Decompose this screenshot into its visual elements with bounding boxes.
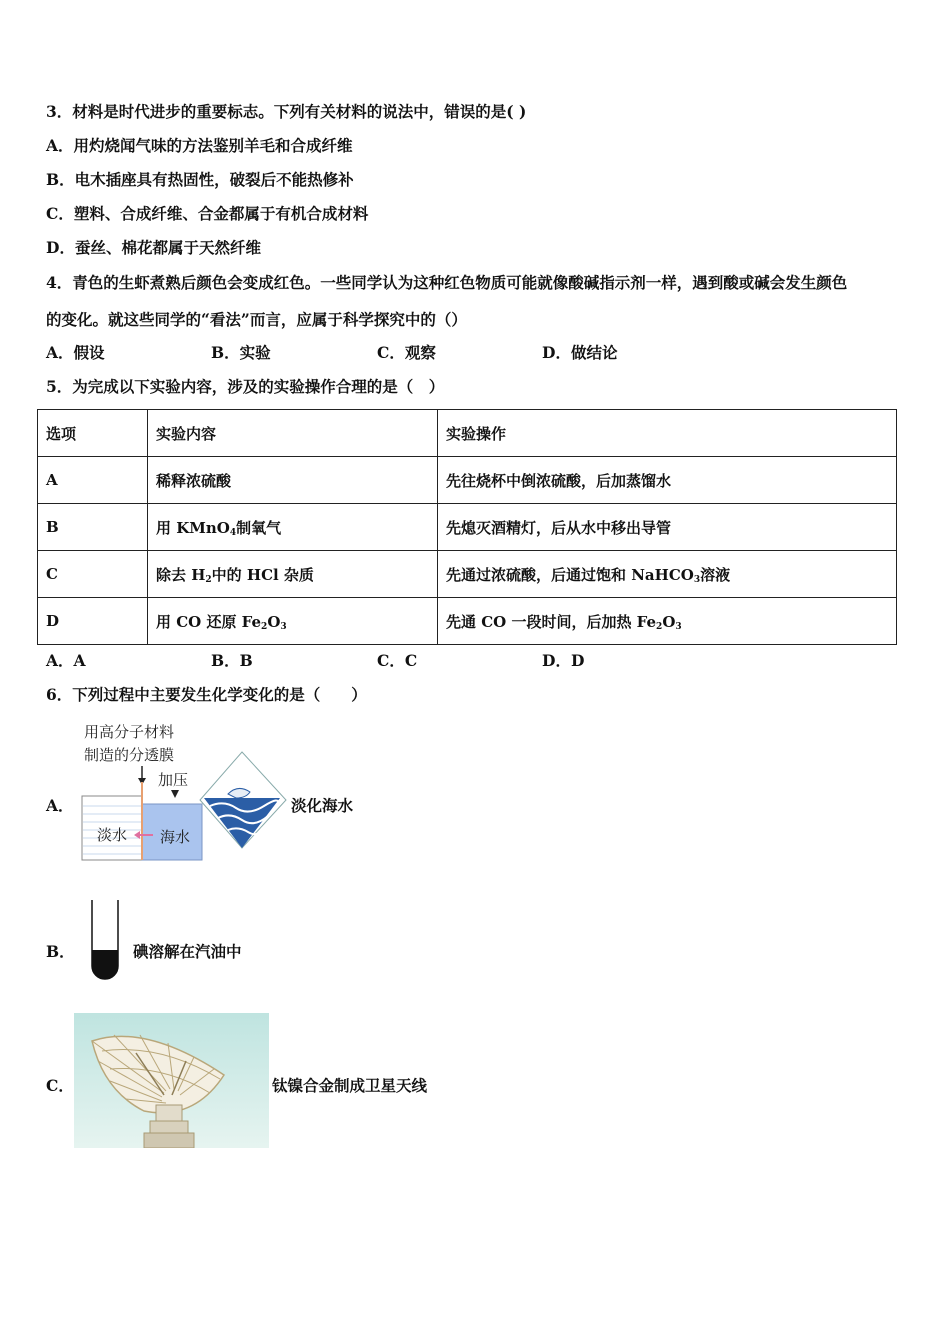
q4-option-a: A．假设 (46, 343, 105, 362)
row-option: D (38, 598, 148, 645)
table-row (38, 457, 897, 504)
test-tube-icon (88, 898, 122, 984)
q5-option-c: C．C (377, 651, 418, 670)
q6-a-caption: 淡化海水 (291, 796, 354, 815)
table-row (38, 598, 897, 645)
row-option: C (38, 551, 148, 598)
q4-stem-line1: 4．青色的生虾煮熟后颜色会变成红色。一些同学认为这种红色物质可能就像酸碱指示剂一样，遇到酸或碱会发生颜色 (46, 273, 848, 292)
q3-stem: 3．材料是时代进步的重要标志。下列有关材料的说法中，错误的是( ) (46, 102, 527, 121)
row-operation: 先熄灭酒精灯，后从水中移出导管 (438, 504, 897, 551)
header-operation: 实验操作 (438, 410, 897, 457)
pressure-label: 加压 (158, 771, 189, 789)
row-option: A (38, 457, 148, 504)
q4-stem-line2: 的变化。就这些同学的“看法”而言，应属于科学探究中的（） (46, 310, 467, 329)
row-operation: 先通 CO 一段时间，后加热 $Fe_2O_3$ (438, 598, 897, 645)
fresh-water-label: 淡水 (97, 826, 128, 844)
q6-c-letter: C． (46, 1076, 74, 1095)
q6-stem: 6．下列过程中主要发生化学变化的是（ ） (46, 685, 367, 704)
q4-option-d: D．做结论 (542, 343, 618, 362)
pressure-arrow-icon (171, 790, 179, 798)
q5-table (37, 409, 897, 645)
row-content: 用 KMnO$_4$制氧气 (148, 504, 438, 551)
q3-option-b: B．电木插座具有热固性，破裂后不能热修补 (46, 170, 354, 189)
q6-a-letter: A． (46, 796, 74, 815)
row-operation: 先通过浓硫酸，后通过饱和 NaHCO$_3$溶液 (438, 551, 897, 598)
q5-stem: 5．为完成以下实验内容，涉及的实验操作合理的是（ ） (46, 377, 445, 396)
q6-b-letter: B． (46, 942, 75, 961)
header-content: 实验内容 (148, 410, 438, 457)
table-header-row (38, 410, 897, 457)
q4-option-c: C．观察 (377, 343, 436, 362)
q3-option-d: D．蚕丝、棉花都属于天然纤维 (46, 238, 261, 257)
row-content: 稀释浓硫酸 (148, 457, 438, 504)
q5-option-d: D．D (542, 651, 585, 670)
q6-b-caption: 碘溶解在汽油中 (133, 942, 242, 961)
satellite-dish-image (74, 1013, 269, 1148)
q6-c-caption: 钛镍合金制成卫星天线 (272, 1076, 428, 1095)
q4-option-b: B．实验 (211, 343, 271, 362)
row-content: 除去 $H_2$中的 HCl 杂质 (148, 551, 438, 598)
table-row (38, 551, 897, 598)
row-option: B (38, 504, 148, 551)
q5-option-b: B．B (211, 651, 253, 670)
q3-option-c: C．塑料、合成纤维、合金都属于有机合成材料 (46, 204, 369, 223)
membrane-label-1: 用高分子材料 (84, 723, 175, 741)
q3-option-a: A．用灼烧闻气味的方法鉴别羊毛和合成纤维 (46, 136, 353, 155)
q5-option-a: A．A (46, 651, 86, 670)
table-row (38, 504, 897, 551)
membrane-label-2: 制造的分透膜 (84, 746, 175, 764)
desalination-diagram (78, 718, 293, 866)
row-operation: 先往烧杯中倒浓硫酸，后加蒸馏水 (438, 457, 897, 504)
sea-water-label: 海水 (160, 828, 191, 846)
row-content: 用 CO 还原 $Fe_2O_3$ (148, 598, 438, 645)
header-option: 选项 (38, 410, 148, 457)
